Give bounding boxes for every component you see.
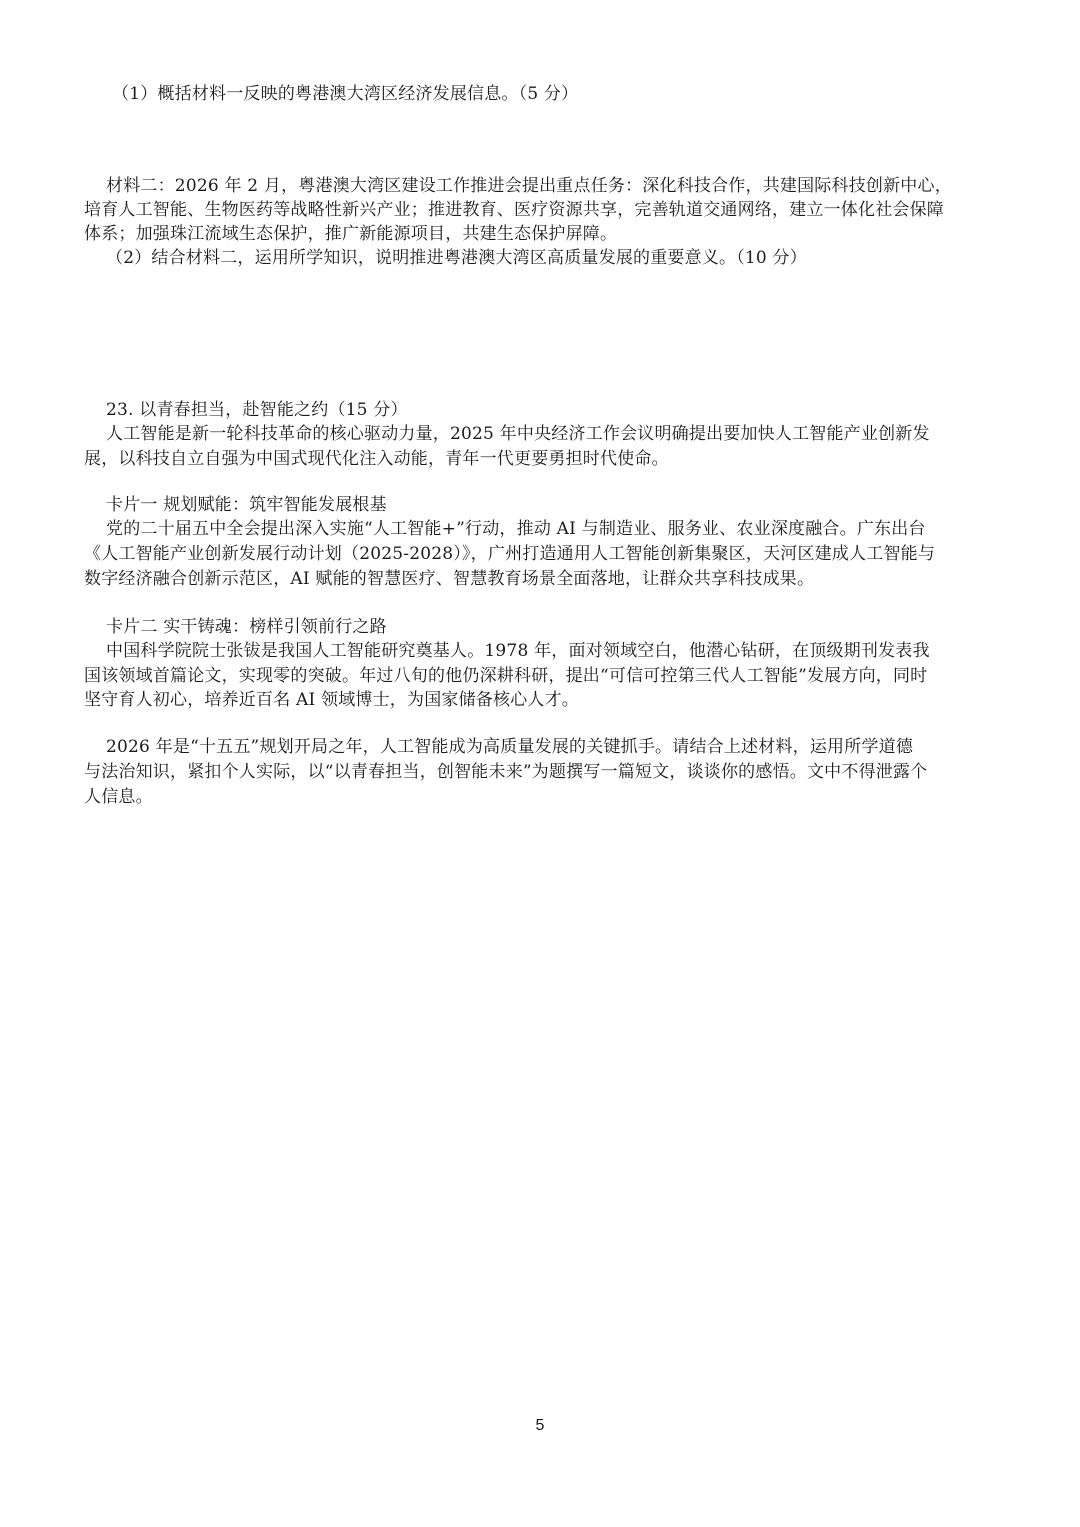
writing-task-line: 人信息。 [84,787,153,807]
card-1-line: 数字经济融合创新示范区，AI 赋能的智慧医疗、智慧教育场景全面落地，让群众共享科技成果。 [84,569,815,589]
card-1-line: 《人工智能产业创新发展行动计划（2025-2028）》，广州打造通用人工智能创新集聚区，天河区建成人工智能与 [84,544,936,564]
question-23-intro-line: 人工智能是新一轮科技革命的核心驱动力量，2025 年中央经济工作会议明确提出要加快人工智能产业创新发 [106,424,930,444]
card-1-line: 党的二十届五中全会提出深入实施“人工智能+”行动，推动 AI 与制造业、服务业、农业深度融合。广东出台 [106,519,926,539]
card-2-line: 坚守育人初心，培养近百名 AI 领域博士，为国家储备核心人才。 [84,690,579,710]
card-2-title: 卡片二 实干铸魂：榜样引领前行之路 [106,617,387,637]
question-23-title: 23. 以青春担当，赴智能之约（15 分） [106,400,408,420]
material-2-line: 培育人工智能、生物医药等战略性新兴产业；推进教育、医疗资源共享，完善轨道交通网络，建立一体化社会保障 [84,200,944,220]
card-1-title: 卡片一 规划赋能：筑牢智能发展根基 [106,495,387,515]
question-23-intro-line: 展，以科技自立自强为中国式现代化注入动能，青年一代更要勇担时代使命。 [84,449,669,469]
material-2-line: 体系；加强珠江流域生态保护，推广新能源项目，共建生态保护屏障。 [84,224,618,244]
question-22-part-2: （2）结合材料二，运用所学知识，说明推进粤港澳大湾区高质量发展的重要意义。（10 分） [106,248,807,268]
material-2-line: 材料二：2026 年 2 月，粤港澳大湾区建设工作推进会提出重点任务：深化科技合作，共建国际科技创新中心， [106,176,952,196]
card-2-line: 国该领域首篇论文，实现零的突破。年过八旬的他仍深耕科研，提出“可信可控第三代人工智能”发展方向，同时 [84,666,928,686]
card-2-line: 中国科学院院士张钹是我国人工智能研究奠基人。1978 年，面对领域空白，他潜心钻研，在顶级期刊发表我 [106,641,930,661]
question-22-part-1: （1）概括材料一反映的粤港澳大湾区经济发展信息。（5 分） [112,84,579,104]
writing-task-line: 与法治知识，紧扣个人实际，以“以青春担当，创智能未来”为题撰写一篇短文，谈谈你的感悟。文中不得泄露个 [84,762,928,782]
writing-task-line: 2026 年是“十五五”规划开局之年，人工智能成为高质量发展的关键抓手。请结合上述材料，运用所学道德 [106,737,914,757]
page-number: 5 [535,1417,545,1434]
